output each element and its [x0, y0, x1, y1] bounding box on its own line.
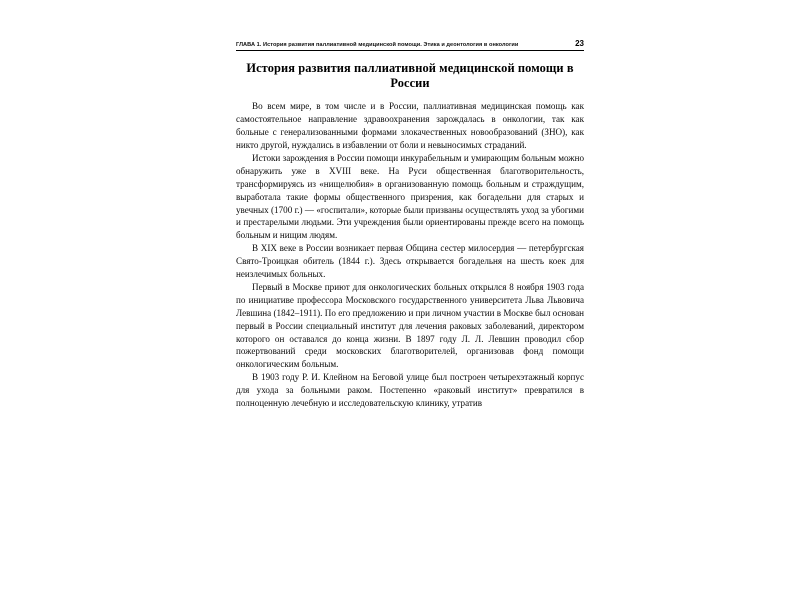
paragraph: В 1903 году Р. И. Клейном на Беговой улице был построен четырехэтажный корпус для ухода за больными раком. Постепенно «раковый институт» превратился в полноценную лечебную и исследовательскую клинику, утратив [236, 372, 584, 409]
body-text [236, 100, 584, 410]
running-head-text: ГЛАВА 1. История развития паллиативной медицинской помощи. Этика и деонтология в онкологии [236, 41, 519, 48]
paragraph: Истоки зарождения в России помощи инкурабельным и умирающим больным можно обнаружить уже в XVIII веке. На Руси общественная благотворительность, трансформируясь из «нищелюбия» в организованную помощь больным и страждущим, выработала такие формы общественного призрения, как богадельни для старых и увечных (1700 г.) — «госпитали», которые были призваны осуществлять уход за убогими и престарелыми людьми. Эти учреждения были ориентированы прежде всего на помощь больным и нищим людям. [236, 152, 584, 241]
paragraph: Во всем мире, в том числе и в России, паллиативная медицинская помощь как самостоятельное направление здравоохранения зарождалась в онкологии, так как больные с генерализованными формами злокачественных новообразований (ЗНО), как никто другой, нуждались в избавлении от боли и невыносимых страданий. [236, 101, 584, 150]
page-number: 23 [575, 39, 584, 48]
running-head [236, 40, 584, 51]
page-title: История развития паллиативной медицинской помощи в России [246, 61, 574, 91]
document-page [236, 40, 584, 560]
paragraph: Первый в Москве приют для онкологических больных открылся 8 ноября 1903 года по инициативе профессора Московского государственного университета Льва Львовича Левшина (1842–1911). По его предложению и при личном участии в Москве был основан первый в России специальный институт для лечения раковых заболеваний, директором которого он оставался до конца жизни. В 1897 году Л. Л. Левшин проводил сбор пожертвований среди московских благотворителей, организовав фонд помощи онкологическим больным. [236, 281, 584, 370]
paragraph: В XIX веке в России возникает первая Община сестер милосердия — петербургская Свято-Троицкая обитель (1844 г.). Здесь открывается богадельня на шесть коек для неизлечимых больных. [236, 243, 584, 280]
